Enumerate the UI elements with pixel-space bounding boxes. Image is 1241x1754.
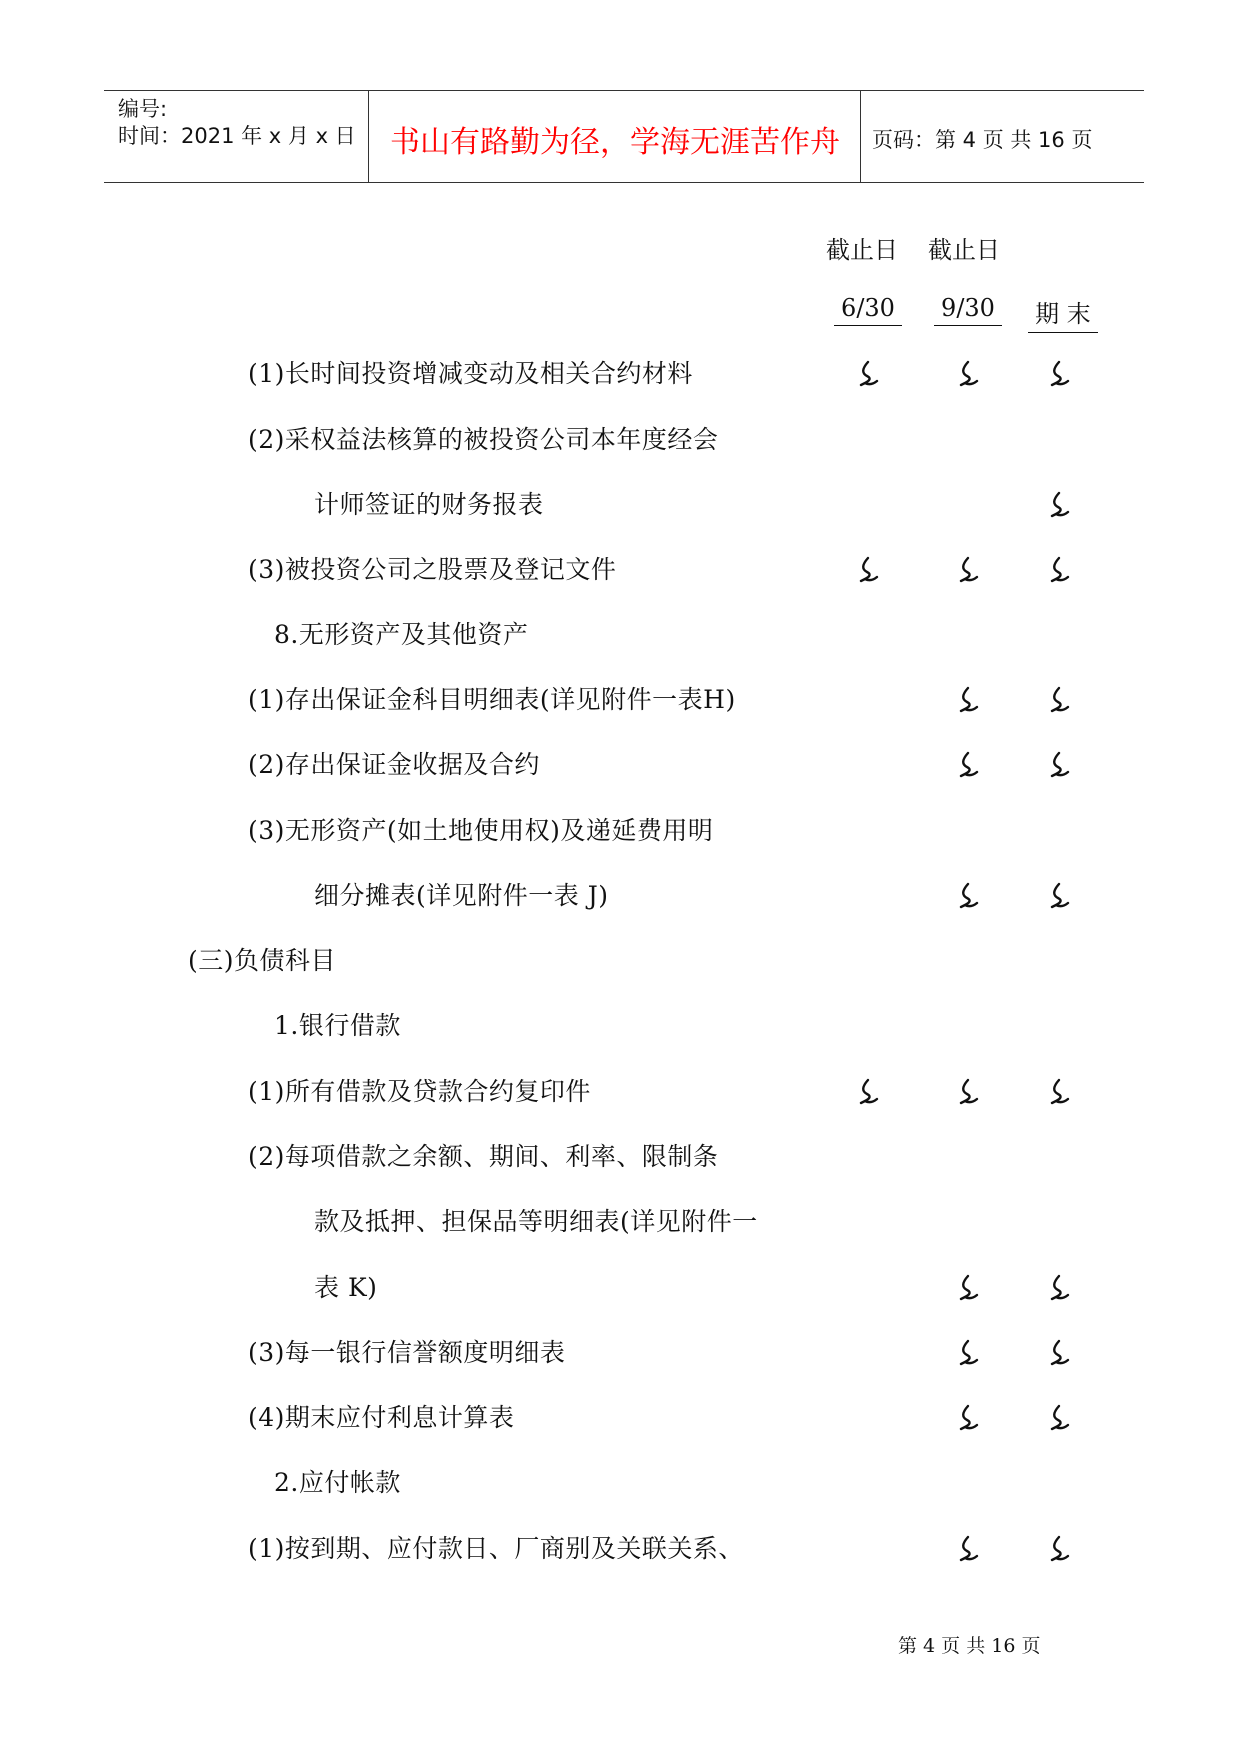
checklist-item-label: 细分摊表(详见附件一表 J) (314, 881, 609, 910)
checklist-row (0, 745, 1241, 785)
checklist-item-label: (3)无形资产(如土地使用权)及递延费用明 (248, 816, 714, 845)
checklist-item-label: 计师签证的财务报表 (314, 490, 544, 519)
check-mark-icon (1044, 358, 1076, 390)
check-mark-icon (853, 1076, 885, 1108)
check-mark-icon (1044, 1402, 1076, 1434)
check-mark-icon (853, 554, 885, 586)
checklist-row (0, 615, 1241, 655)
check-mark-icon (1044, 1272, 1076, 1304)
checklist-item-label: (2)存出保证金收据及合约 (248, 750, 540, 779)
checklist-row (0, 485, 1241, 525)
checklist-row (0, 811, 1241, 851)
header-divider-right (860, 90, 861, 182)
checklist-row (0, 1529, 1241, 1569)
header-page-info: 页码：第 4 页 共 16 页 (872, 128, 1093, 152)
checklist-row (0, 1333, 1241, 1373)
checklist-item-label: (三)负债科目 (188, 946, 337, 975)
checklist-item-label: (1)按到期、应付款日、厂商别及关联关系、 (248, 1534, 744, 1563)
checklist-item-label: (3)被投资公司之股票及登记文件 (248, 555, 617, 584)
check-mark-icon (953, 358, 985, 390)
checklist-row (0, 941, 1241, 981)
header-divider-left (368, 90, 369, 182)
check-mark-icon (853, 358, 885, 390)
checklist-row (0, 680, 1241, 720)
check-mark-icon (953, 1076, 985, 1108)
header-top-rule (104, 90, 1144, 91)
check-mark-icon (953, 1272, 985, 1304)
checklist-row (0, 550, 1241, 590)
check-mark-icon (953, 1337, 985, 1369)
check-mark-icon (1044, 554, 1076, 586)
check-mark-icon (1044, 489, 1076, 521)
checklist-row (0, 876, 1241, 916)
checklist-item-label: (2)采权益法核算的被投资公司本年度经会 (248, 425, 719, 454)
checklist-item-label: (4)期末应付利息计算表 (248, 1403, 515, 1432)
header-number-label: 编号: (118, 97, 168, 121)
check-mark-icon (1044, 880, 1076, 912)
check-mark-icon (1044, 1337, 1076, 1369)
check-mark-icon (953, 749, 985, 781)
checklist-item-label: 2.应付帐款 (274, 1468, 401, 1497)
check-mark-icon (953, 684, 985, 716)
checklist-row (0, 420, 1241, 460)
checklist-item-label: (3)每一银行信誉额度明细表 (248, 1338, 566, 1367)
checklist-item-label: 款及抵押、担保品等明细表(详见附件一 (314, 1207, 758, 1236)
header-bottom-rule (104, 182, 1144, 183)
checklist-row (0, 1072, 1241, 1112)
checklist-row (0, 1202, 1241, 1242)
checklist-row (0, 1006, 1241, 1046)
check-mark-icon (953, 554, 985, 586)
check-mark-icon (1044, 749, 1076, 781)
column-3-period-end: 期 末 (1028, 294, 1098, 333)
column-1-title: 截止日 (826, 236, 898, 264)
column-2-title: 截止日 (928, 236, 1000, 264)
check-mark-icon (1044, 1533, 1076, 1565)
checklist-row (0, 1398, 1241, 1438)
checklist-item-label: 8.无形资产及其他资产 (274, 620, 529, 649)
check-mark-icon (1044, 684, 1076, 716)
page-footer: 第 4 页 共 16 页 (898, 1635, 1041, 1657)
checklist-row (0, 1137, 1241, 1177)
header-motto: 书山有路勤为径，学海无涯苦作舟 (390, 125, 840, 160)
check-mark-icon (1044, 1076, 1076, 1108)
column-2-date: 9/30 (934, 294, 1002, 326)
check-mark-icon (953, 1533, 985, 1565)
check-mark-icon (953, 1402, 985, 1434)
header-time-label: 时间：2021 年 x 月 x 日 (118, 124, 356, 148)
checklist-item-label: (2)每项借款之余额、期间、利率、限制条 (248, 1142, 719, 1171)
checklist-row (0, 1268, 1241, 1308)
checklist-item-label: 1.银行借款 (274, 1011, 401, 1040)
checklist-item-label: (1)存出保证金科目明细表(详见附件一表H) (248, 685, 736, 714)
check-mark-icon (953, 880, 985, 912)
checklist-item-label: 表 K) (314, 1273, 378, 1302)
checklist-item-label: (1)长时间投资增减变动及相关合约材料 (248, 359, 693, 388)
checklist-row (0, 354, 1241, 394)
checklist-item-label: (1)所有借款及贷款合约复印件 (248, 1077, 591, 1106)
column-1-date: 6/30 (834, 294, 902, 326)
checklist-row (0, 1463, 1241, 1503)
